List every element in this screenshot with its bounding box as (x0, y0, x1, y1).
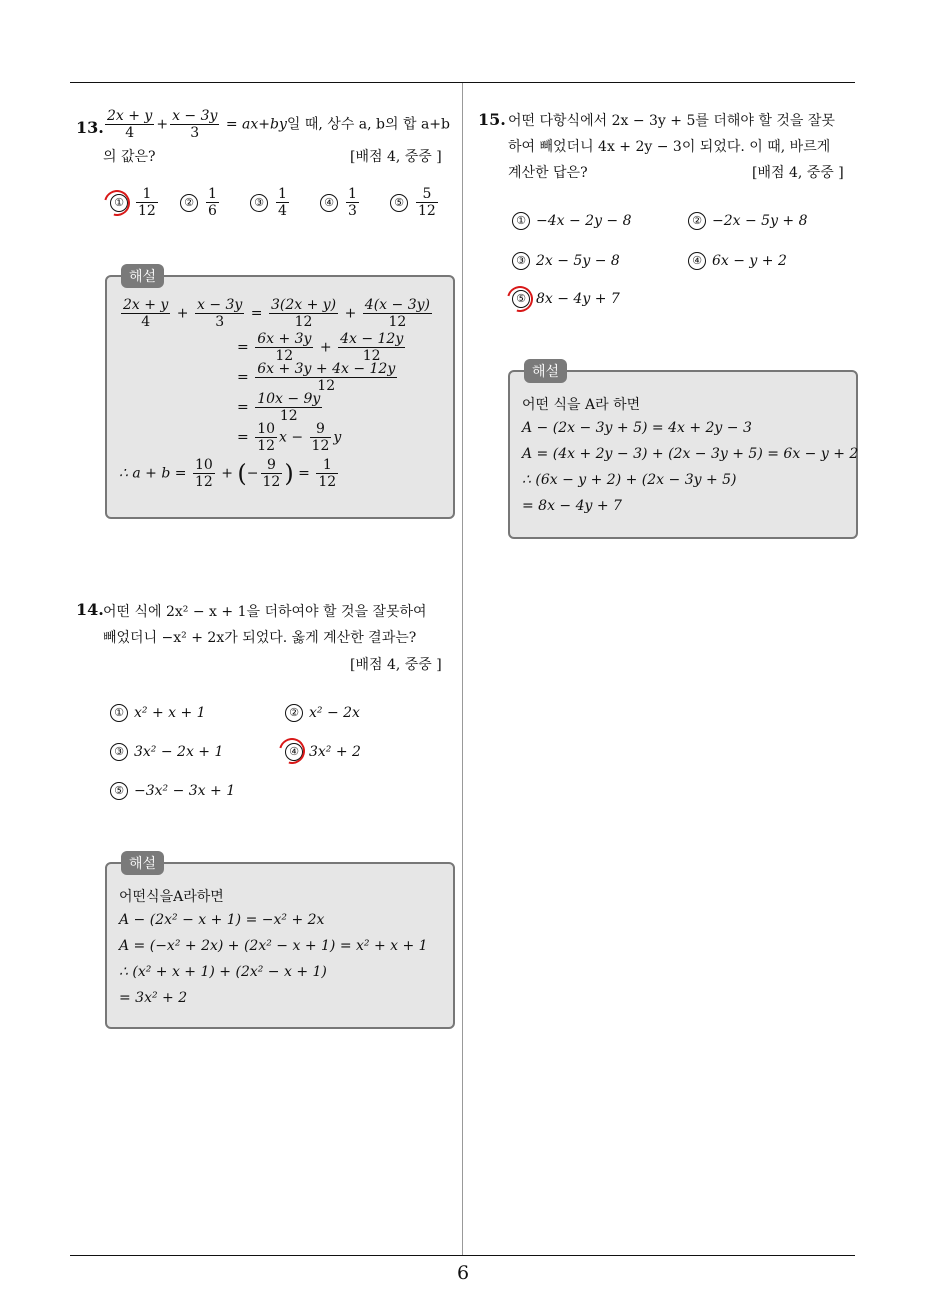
q15-sol-line-5: = 8x − 4y + 7 (522, 498, 622, 514)
q14-line-2: 빼었더니 −x² + 2x가 되었다. 옳게 계산한 결과는? (103, 630, 417, 646)
q14-sol-line-2: A − (2x² − x + 1) = −x² + 2x (119, 912, 325, 928)
q13-option-1[interactable]: ① $\frac{1}{12}$ (110, 186, 160, 219)
q13-sol-line-5: = $\frac{10}{12}$ x − $\frac{9}{12}$ y (237, 421, 342, 454)
q13-option-5[interactable]: ⑤ $\frac{5}{12}$ (390, 186, 440, 219)
q15-option-3[interactable]: ③ 2x − 5y − 8 (512, 252, 620, 270)
q13-frac-2: $\frac{x - 3y}{3}$ (172, 108, 218, 141)
q13-solution-box (105, 269, 455, 519)
column-divider (462, 83, 463, 1255)
q14-option-5[interactable]: ⑤ −3x² − 3x + 1 (110, 782, 235, 800)
q13-sol-line-3: = $\frac{6x + 3y + 4x - 12y}{12}$ (237, 361, 396, 394)
q15-line-2: 하여 빼었더니 4x + 2y − 3이 되었다. 이 때, 바르게 (508, 139, 831, 155)
q15-solution-box (508, 364, 859, 539)
q14-sol-line-5: = 3x² + 2 (119, 990, 188, 1006)
q15-answer-mark (502, 281, 538, 317)
q14-sol-line-4: ∴ (x² + x + 1) + (2x² − x + 1) (119, 964, 327, 980)
q13-equation: $\frac{2x + y}{4}$ + $\frac{x - 3y}{3}$ = ax+by일 때, 상수 a, b의 합 a+b (107, 108, 450, 141)
page-number: 6 (456, 1262, 470, 1284)
q14-solution-box (105, 856, 455, 1029)
q15-solution-tag: 해설 (524, 359, 567, 383)
q15-option-4[interactable]: ④ 6x − y + 2 (688, 252, 787, 270)
q13-option-3[interactable]: ③ $\frac{1}{4}$ (250, 186, 291, 219)
q14-option-4[interactable]: ④ 3x² + 2 (285, 743, 361, 761)
q14-option-1[interactable]: ① x² + x + 1 (110, 704, 206, 722)
q14-option-2[interactable]: ② x² − 2x (285, 704, 360, 722)
q13-sol-line-2: = $\frac{6x + 3y}{12}$ + $\frac{4x - 12y}{12}$ (237, 331, 404, 364)
q13-option-4[interactable]: ④ $\frac{1}{3}$ (320, 186, 361, 219)
q13-frac-1: $\frac{2x + y}{4}$ (107, 108, 153, 141)
q13-text: 의 값은? (103, 149, 156, 165)
q13-sol-line-4: = $\frac{10x - 9y}{12}$ (237, 391, 321, 424)
q14-number: 14. (76, 600, 104, 619)
q13-points: [배점 4, 중중 ] (350, 149, 442, 165)
q14-answer-mark (274, 733, 310, 769)
q15-option-5[interactable]: ⑤ 8x − 4y + 7 (512, 290, 620, 308)
q15-number: 15. (478, 110, 506, 129)
q13-sol-line-1: $\frac{2x + y}{4}$ + $\frac{x - 3y}{3}$ = $\frac{3(2x + y)}{12}$ + $\frac{4(x - 3y)}{12}$ (123, 297, 430, 330)
q13-number: 13. (76, 118, 104, 137)
q14-option-3[interactable]: ③ 3x² − 2x + 1 (110, 743, 223, 761)
q13-option-2[interactable]: ② $\frac{1}{6}$ (180, 186, 221, 219)
bottom-rule (70, 1255, 855, 1256)
q15-points: [배점 4, 중중 ] (752, 165, 844, 181)
q13-solution-tag: 해설 (121, 264, 164, 288)
q15-sol-line-3: A = (4x + 2y − 3) + (2x − 3y + 5) = 6x − y + 2 (522, 446, 859, 462)
q15-option-1[interactable]: ① −4x − 2y − 8 (512, 212, 632, 230)
q13-sol-line-6: ∴ a + b = $\frac{10}{12}$ + (− $\frac{9}{12}$ ) = $\frac{1}{12}$ (119, 457, 337, 490)
q14-points: [배점 4, 중중 ] (350, 657, 442, 673)
q15-line-3: 계산한 답은? (508, 165, 588, 181)
q14-sol-line-1: 어떤식을A라하면 (119, 889, 224, 905)
q15-sol-line-1: 어떤 식을 A라 하면 (522, 397, 641, 413)
q15-sol-line-4: ∴ (6x − y + 2) + (2x − 3y + 5) (522, 472, 737, 488)
q15-sol-line-2: A − (2x − 3y + 5) = 4x + 2y − 3 (522, 420, 752, 436)
q14-solution-tag: 해설 (121, 851, 164, 875)
q15-option-2[interactable]: ② −2x − 5y + 8 (688, 212, 808, 230)
q14-line-1: 어떤 식에 2x² − x + 1을 더하여야 할 것을 잘못하여 (103, 604, 427, 620)
q14-sol-line-3: A = (−x² + 2x) + (2x² − x + 1) = x² + x + 1 (119, 938, 428, 954)
q15-line-1: 어떤 다항식에서 2x − 3y + 5를 더해야 할 것을 잘못 (508, 113, 835, 129)
